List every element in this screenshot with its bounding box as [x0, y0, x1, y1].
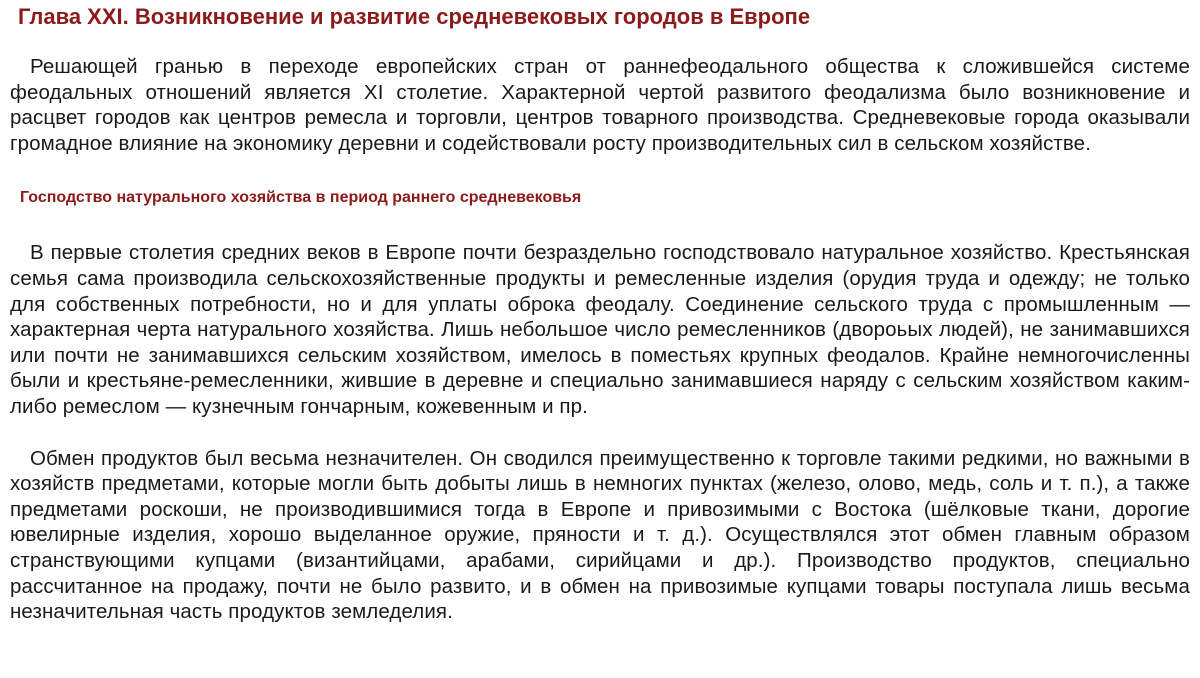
section-title: Господство натурального хозяйства в период раннего средневековья — [20, 189, 582, 207]
document-page — [10, 0, 1190, 625]
section-paragraph-1: В первые столетия средних веков в Европе почти безраздельно господствовало натуральное хозяйство. Крестьянская семья сама производила сельскохозяйственные продукты и ремесленные изделия (орудия труда и одежду; не только для собственных потребности, но и для уплаты оброка феодалу. Соединение сельского труда с промышленным — характерная черта натурального хозяйства. Лишь небольшое число ремесленников (двороьых людей), не занимавшихся или почти не занимавшихся сельским хозяйством, имелось в поместьях крупных феодалов. Крайне немногочисленны были и крестьяне-ремесленники, жившие в деревне и специально занимавшиеся наряду с сельским хозяйством каким-либо ремеслом — кузнечным гончарным, кожевенным и пр. — [10, 241, 1190, 418]
intro-paragraph: Решающей гранью в переходе европейских стран от раннефеодального общества к сложившейся системе феодальных отношений является XI столетие. Характерной чертой развитого феодализма было возникновение и расцвет городов как центров ремесла и торговли, центров товарного производства. Средневековые города оказывали громадное влияние на экономику деревни и содействовали росту производительных сил в сельском хозяйстве. — [10, 55, 1190, 155]
chapter-title: Глава XXI. Возникновение и развитие средневековых городов в Европе — [18, 4, 811, 29]
section-paragraph-2: Обмен продуктов был весьма незначителен. Он сводился преимущественно к торговле такими редкими, но важными в хозяйств предметами, которые могли быть добыты лишь в немногих пунктах (железо, олово, медь, соль и т. п.), а также предметами роскоши, не производившимися тогда в Европе и привозимыми с Востока (шёлковые ткани, дорогие ювелирные изделия, хорошо выделанное оружие, пряности и т. д.). Осуществлялся этот обмен главным образом странствующими купцами (византийцами, арабами, сирийцами и др.). Производство продуктов, специально рассчитанное на продажу, почти не было развито, и в обмен на привозимые купцами товары поступала лишь весьма незначительная часть продуктов земледелия. — [10, 446, 1190, 624]
